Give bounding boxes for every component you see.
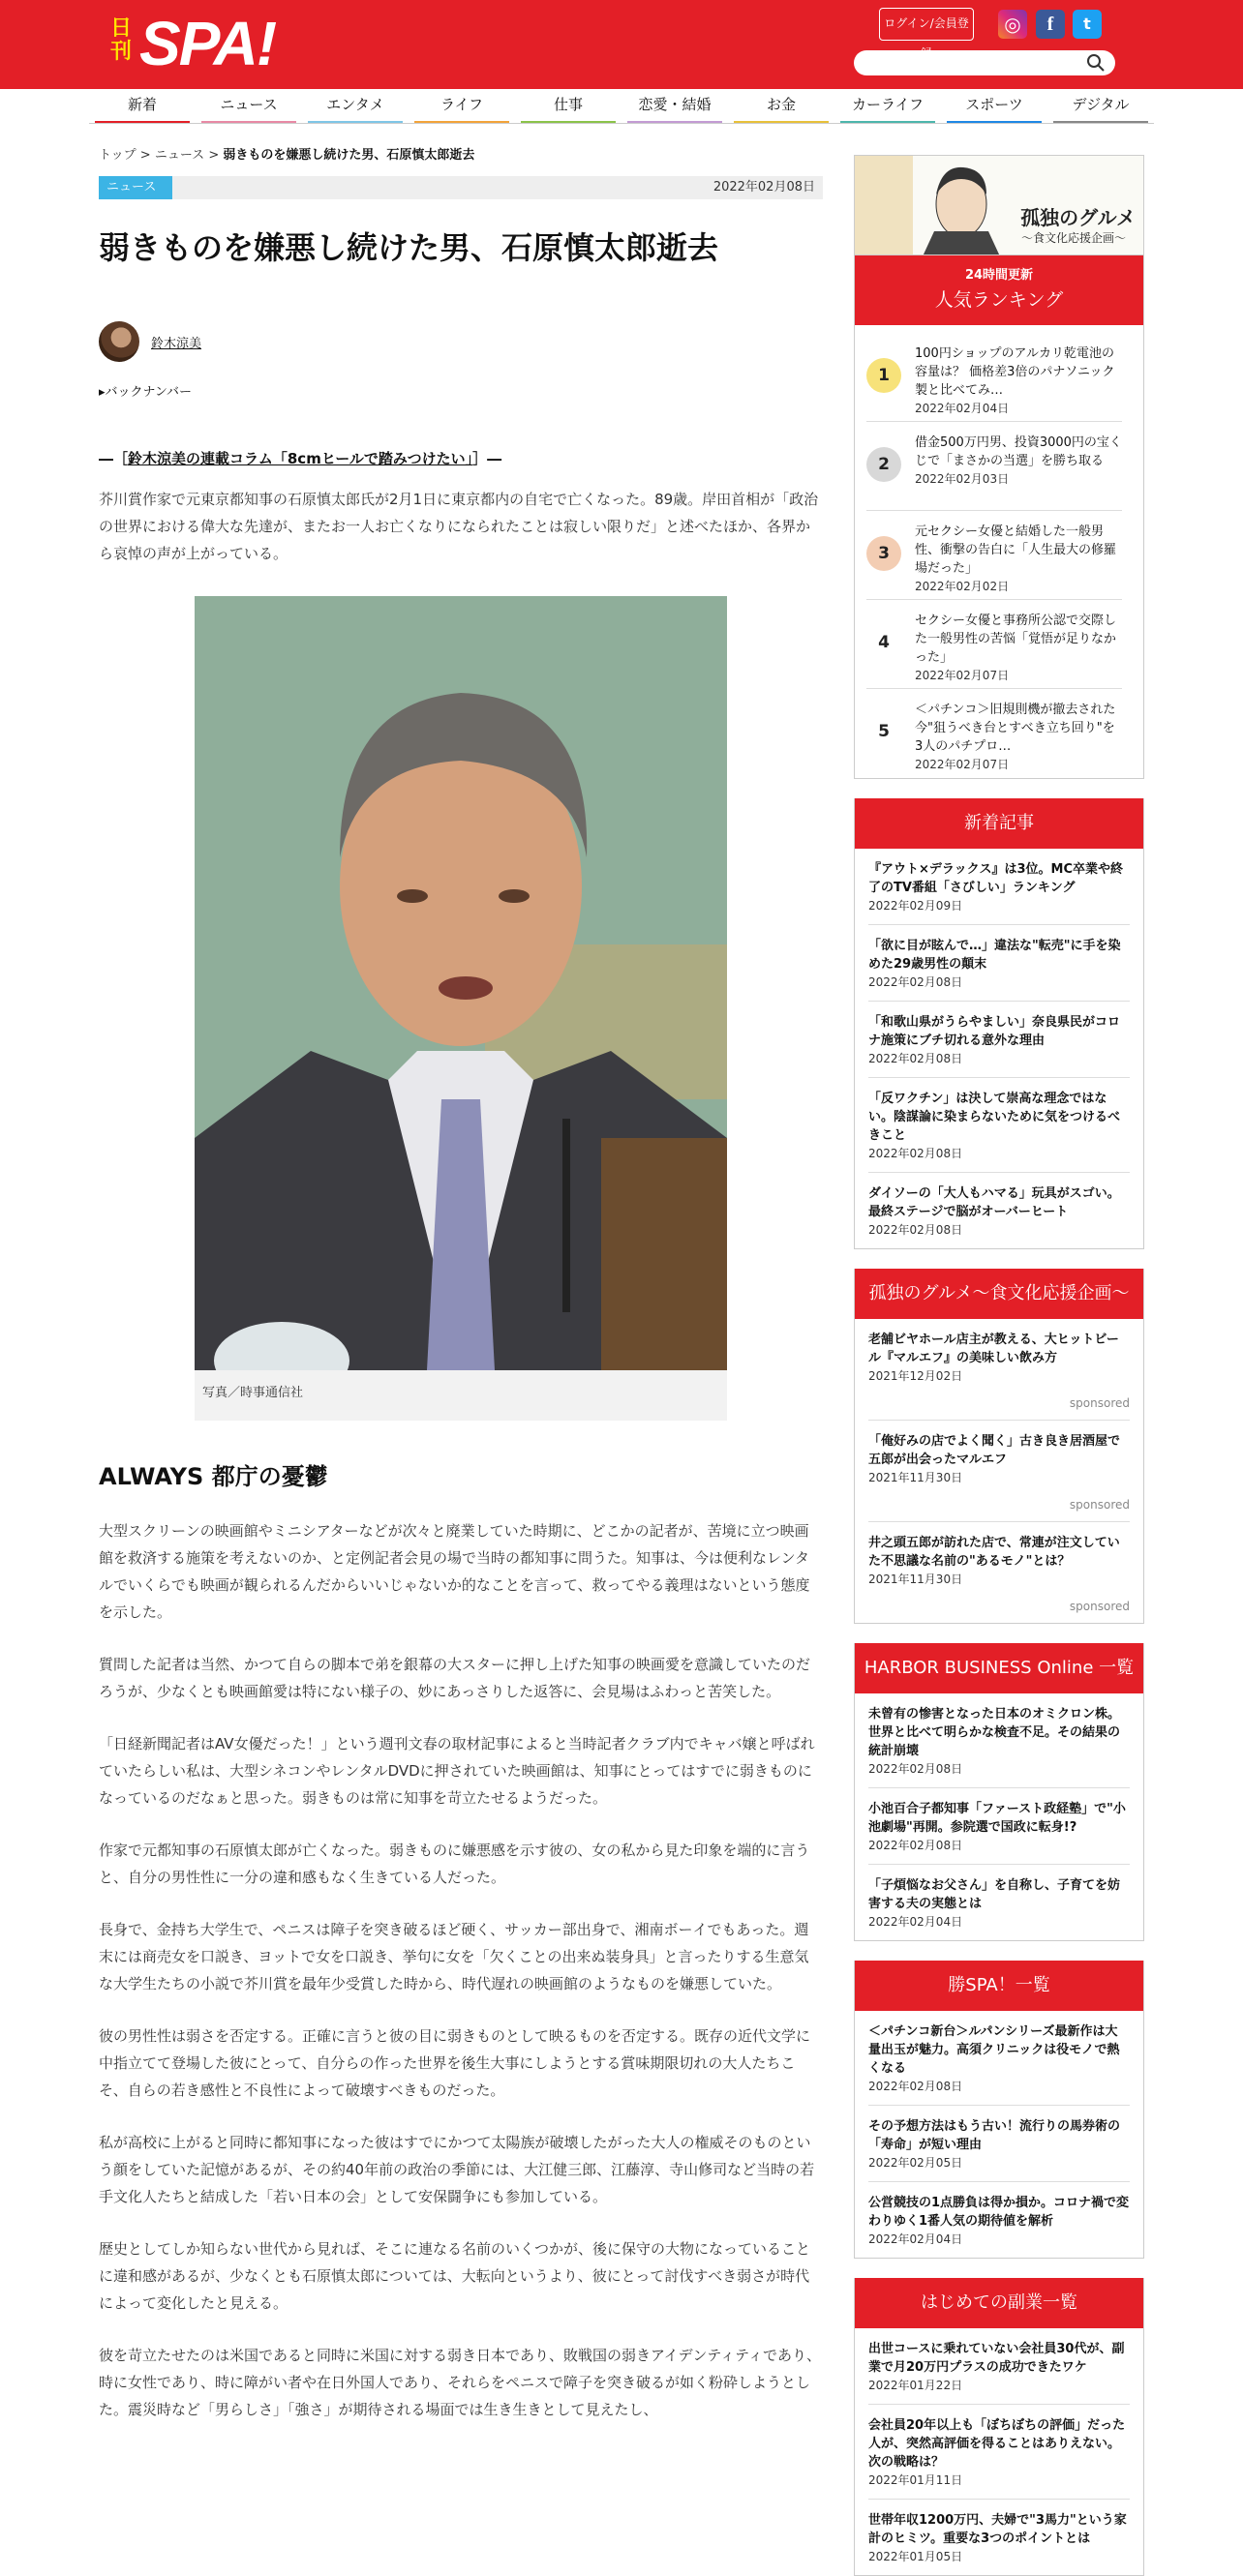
nav-item-label: ニュース: [220, 96, 278, 113]
fukugyo-article-item-date: 2022年01月11日: [868, 2473, 963, 2487]
gourmet-article-item[interactable]: [868, 1421, 1130, 1522]
nav-item[interactable]: [515, 89, 622, 124]
ranking-title: [915, 344, 1122, 418]
fukugyo-article-item[interactable]: [868, 2500, 1130, 2575]
new-articles-header: 新着記事: [855, 798, 1143, 849]
harbor-article-item[interactable]: [868, 1693, 1130, 1788]
new-article-item-title: 『アウト×デラックス』は3位。MC卒業や終了のTV番組「さびしい」ランキング: [868, 862, 1124, 895]
nav-item[interactable]: [196, 89, 302, 124]
ranking-item[interactable]: [866, 689, 1122, 778]
breadcrumb-sep: >: [208, 148, 220, 163]
harbor-article-item[interactable]: [868, 1865, 1130, 1940]
nav-item-label: スポーツ: [965, 96, 1023, 113]
katsu-article-item-date: 2022年02月05日: [868, 2156, 963, 2170]
sponsored-label: sponsored: [1069, 1498, 1130, 1512]
logo-main: SPA!: [139, 9, 276, 78]
twitter-icon[interactable]: t: [1073, 10, 1102, 39]
series-prefix: ―［: [99, 450, 129, 467]
katsu-article-item-title: その予想方法はもう古い！流行りの馬券術の「寿命」が短い理由: [868, 2119, 1121, 2152]
article-paragraph: 長身で、金持ち大学生で、ペニスは障子を突き破るほど硬く、サッカー部出身で、湘南ボーイでもあった。週末には商売女を口説き、ヨットで女を口説き、挙句に女を「欠くことの出来ぬ装身具」と言ったりする生意気な大学生たちの小説で芥川賞を最年少受賞した時から、時代遅れの映画館のようなものを嫌悪していた。: [99, 1921, 809, 1992]
ranking-item-date: 2022年02月03日: [915, 472, 1010, 486]
nav-item[interactable]: [622, 89, 728, 124]
katsu-article-item-title: ＜パチンコ新台＞ルパンシリーズ最新作は大量出玉が魅力。高須クリニックは役モノで熱くなる: [868, 2024, 1120, 2076]
fukugyo-article-item[interactable]: [868, 2328, 1130, 2405]
breadcrumb-sep: >: [139, 148, 151, 163]
article-paragraph: 歴史としてしか知らない世代から見れば、そこに連なる名前のいくつかが、後に保守の大物になっていることに違和感があるが、少なくとも石原慎太郎については、大転向というより、彼にとって討伐すべき弱さが時代によって変化したと見える。: [99, 2240, 811, 2312]
ranking-item-title: 借金500万円男、投資3000円の宝くじで「まさかの当選」を勝ち取る: [915, 435, 1122, 468]
fukugyo-box: [854, 2278, 1144, 2576]
article-paragraph: 彼の男性性は弱さを否定する。正確に言うと彼の目に弱きものとして映るものを否定する。既存の近代文学に中指立てて登場した彼にとって、自分らの作った世界を後生大事にしようとする賞味期限切れの大人たちこそ、自らの若き感性と不良性によって破壊すべきものだった。: [99, 2027, 811, 2099]
harbor-box: [854, 1643, 1144, 1941]
nav-item[interactable]: [409, 89, 515, 124]
new-article-item-title: 「欲に目が眩んで…」違法な"転売"に手を染めた29歳男性の顛末: [868, 939, 1121, 972]
harbor-article-item-date: 2022年02月08日: [868, 1762, 963, 1776]
nav-item-label: お金: [766, 96, 796, 113]
ranking-number: 5: [866, 714, 901, 749]
article-paragraph: 質問した記者は当然、かつて自らの脚本で弟を銀幕の大スターに押し上げた知事の映画愛を意識していたのだろうが、少なくとも映画館愛は特にない様子の、妙にあっさりした返答に、会見場はふわっと苦笑した。: [99, 1656, 811, 1700]
photo-image: [195, 596, 727, 1370]
ranking-item-title: セクシー女優と事務所公認で交際した一般男性の苦悩「覚悟が足りなかった」: [915, 614, 1117, 665]
article-body: [99, 1517, 823, 2423]
ranking-header: [855, 255, 1143, 325]
instagram-icon[interactable]: ◎: [998, 10, 1027, 39]
gourmet-article-item[interactable]: [868, 1319, 1130, 1421]
search-icon[interactable]: [1086, 53, 1106, 73]
fukugyo-article-item-title: 出世コースに乗れていない会社員30代が、副業で月20万円プラスの成功できたワケ: [868, 2342, 1125, 2375]
ranking-item[interactable]: [866, 422, 1122, 511]
ranking-number: 2: [866, 447, 901, 482]
katsu-article-item[interactable]: [868, 2106, 1130, 2182]
ranking-item-title: 元セクシー女優と結婚した一般男性、衝撃の告白に「人生最大の修羅場だった」: [915, 524, 1117, 576]
backnumber-link[interactable]: ▸バックナンバー: [99, 385, 192, 400]
harbor-article-item-title: 小池百合子都知事「ファースト政経塾」で"小池劇場"再開。参院選で国政に転身!?: [868, 1802, 1126, 1835]
article-paragraph: 作家で元都知事の石原慎太郎が亡くなった。弱きものに嫌悪感を示す彼の、女の私から見た印象を端的に言うと、自分の男性性に一分の違和感もなく生きている人だった。: [99, 1842, 810, 1886]
new-article-item[interactable]: [868, 925, 1130, 1002]
nav-item[interactable]: [1047, 89, 1154, 124]
nav-item-label: 恋愛・結婚: [638, 96, 712, 113]
ranking-item-date: 2022年02月07日: [915, 758, 1010, 771]
new-article-item-title: ダイソーの「大人もハマる」玩具がスゴい。最終ステージで脳がオーバーヒート: [868, 1186, 1120, 1219]
search-input[interactable]: [854, 50, 1115, 75]
series-line: [99, 448, 823, 468]
article-lead: 芥川賞作家で元東京都知事の石原慎太郎氏が2月1日に東京都内の自宅で亡くなった。89歳。岸田首相が「政治の世界における偉大な先達が、またお一人お亡くなりになられたことは寂しい限りだ」と述べたほか、各界から哀悼の声が上がっている。: [99, 491, 819, 562]
nav-item[interactable]: [834, 89, 941, 124]
article-photo: [195, 596, 727, 1421]
nav-item-label: エンタメ: [326, 96, 384, 113]
sponsored-label: sponsored: [1069, 1396, 1130, 1410]
fukugyo-article-item[interactable]: [868, 2405, 1130, 2500]
ranking-item-date: 2022年02月02日: [915, 580, 1010, 593]
global-nav: [89, 89, 1154, 124]
gourmet-article-item[interactable]: [868, 1522, 1130, 1623]
series-suffix: ］―: [472, 450, 502, 467]
gourmet-box: [854, 1269, 1144, 1624]
ranking-item-title: ＜パチンコ＞旧規則機が撤去された今"狙うべき台とすべき立ち回り"を3人のパチプロ…: [915, 703, 1116, 754]
new-articles-box: [854, 798, 1144, 1249]
article-paragraph: 「日経新聞記者はAV女優だった！」という週刊文春の取材記事によると当時記者クラブ内でキャバ嬢と呼ばれていたらしい私は、大型シネコンやレンタルDVDに押されていた映画館は、知事にとってはすでに弱きものになっているのだなぁと思った。弱きものは常に知事を苛立たせるようだった。: [99, 1735, 815, 1807]
new-article-item-title: 「反ワクチン」は決して崇高な理念ではない。陰謀論に染まらないために気をつけるべきこと: [868, 1092, 1121, 1143]
series-link[interactable]: 鈴木涼美の連載コラム「8cmヒールで踏みつけたい」: [128, 450, 473, 467]
gourmet-list: [855, 1319, 1143, 1623]
new-article-item-date: 2022年02月08日: [868, 1147, 963, 1160]
banner-subtitle: ～食文化応援企画～: [1020, 231, 1126, 245]
harbor-article-item[interactable]: [868, 1788, 1130, 1865]
ranking-update-label: 24時間更新: [964, 268, 1034, 283]
harbor-article-item-date: 2022年02月04日: [868, 1915, 963, 1929]
katsu-article-item[interactable]: [868, 2011, 1130, 2106]
ranking-title: [915, 434, 1122, 489]
ranking-item[interactable]: [866, 600, 1122, 689]
breadcrumb-top[interactable]: トップ: [99, 148, 136, 163]
new-article-item[interactable]: [868, 1173, 1130, 1248]
breadcrumb-news[interactable]: ニュース: [154, 148, 205, 163]
gourmet-banner[interactable]: [854, 155, 1144, 255]
gourmet-article-item-date: 2021年11月30日: [868, 1471, 963, 1484]
katsu-list: [855, 2011, 1143, 2258]
nav-item[interactable]: [89, 89, 196, 124]
article-main: [99, 145, 823, 2423]
katsu-article-item[interactable]: [868, 2182, 1130, 2258]
katsu-article-item-date: 2022年02月08日: [868, 2080, 963, 2093]
fukugyo-article-item-date: 2022年01月22日: [868, 2379, 963, 2392]
new-article-item-date: 2022年02月09日: [868, 899, 963, 913]
gourmet-article-item-title: 老舗ビヤホール店主が教える、大ヒットビール『マルエフ』の美味しい飲み方: [868, 1333, 1119, 1365]
nav-item-label: カーライフ: [851, 96, 925, 113]
fukugyo-article-item-date: 2022年01月05日: [868, 2550, 963, 2563]
ranking-item-date: 2022年02月07日: [915, 669, 1010, 682]
author-block: [99, 321, 823, 362]
nav-item-label: デジタル: [1072, 96, 1130, 113]
harbor-article-item-title: 未曾有の惨害となった日本のオミクロン株。世界と比べて明らかな検査不足。その結果の統計崩壊: [868, 1707, 1121, 1758]
new-article-item-date: 2022年02月08日: [868, 1052, 963, 1065]
new-article-item-title: 「和歌山県がうらやましい」奈良県民がコロナ施策にブチ切れる意外な理由: [868, 1015, 1121, 1048]
author-name[interactable]: 鈴木涼美: [151, 337, 202, 351]
ranking-list: [855, 325, 1143, 778]
harbor-list: [855, 1693, 1143, 1940]
category-bar: [99, 176, 823, 199]
harbor-article-item-title: 「子煩悩なお父さん」を自称し、子育てを妨害する夫の実態とは: [868, 1878, 1121, 1911]
ranking-item[interactable]: [866, 511, 1122, 600]
site-header: [0, 0, 1243, 89]
fukugyo-article-item-title: 世帯年収1200万円、夫婦で"3馬力"という家計のヒミツ。重要な3つのポイントとは: [868, 2513, 1127, 2546]
sponsored-label: sponsored: [1069, 1600, 1130, 1613]
ranking-item-title: 100円ショップのアルカリ乾電池の容量は？ 価格差3倍のパナソニック製と比べてみ…: [915, 346, 1115, 398]
ranking-item[interactable]: [866, 333, 1122, 422]
gourmet-header: 孤独のグルメ～食文化応援企画～: [855, 1269, 1143, 1319]
nav-item[interactable]: [302, 89, 409, 124]
ranking-title: [915, 523, 1122, 596]
new-articles-list: [855, 849, 1143, 1248]
gourmet-article-item-date: 2021年11月30日: [868, 1573, 963, 1586]
article-paragraph: 私が高校に上がると同時に都知事になった彼はすでにかつて太陽族が破壊したがった大人の権威そのものという顔をしていた記憶があるが、その約40年前の政治の季節には、大江健三郎、江藤淳、寺山修司など当時の若手文化人たちと結成した「若い日本の会」として安保闘争にも参加している。: [99, 2134, 815, 2205]
nav-divider: [89, 123, 1154, 124]
ranking-title: 人気ランキング: [934, 289, 1064, 311]
nav-item-label: 新着: [127, 96, 157, 113]
fukugyo-list: [855, 2328, 1143, 2575]
katsu-article-item-date: 2022年02月04日: [868, 2232, 963, 2246]
facebook-icon[interactable]: f: [1036, 10, 1065, 39]
nav-item-label: 仕事: [553, 96, 583, 113]
gourmet-article-item-title: 井之頭五郎が訪れた店で、常連が注文していた不思議な名前の"あるモノ"とは？: [868, 1536, 1120, 1569]
nav-item-label: ライフ: [440, 96, 484, 113]
author-avatar[interactable]: [99, 321, 139, 362]
gourmet-article-item-title: 「俺好みの店でよく聞く」古き良き居酒屋で五郎が出会ったマルエフ: [868, 1434, 1121, 1467]
ranking-title: [915, 701, 1122, 774]
article-paragraph: 彼を苛立たせたのは米国であると同時に米国に対する弱き日本であり、敗戦国の弱きアイデンティティであり、時に女性であり、時に障がい者や在日外国人であり、それらをペニスで障子を突き破るが如く粉砕しようとした。震災時など「男らしさ」「強さ」が期待される場面では生き生きとして見えたし、: [99, 2347, 821, 2418]
nav-item[interactable]: [728, 89, 834, 124]
login-button[interactable]: ログイン/会員登: [879, 8, 974, 41]
category-badge[interactable]: ニュース: [99, 176, 172, 199]
gourmet-article-item-date: 2021年12月02日: [868, 1369, 963, 1383]
new-article-item-date: 2022年02月08日: [868, 1223, 963, 1237]
ranking-item-date: 2022年02月04日: [915, 402, 1010, 415]
katsu-box: [854, 1961, 1144, 2259]
breadcrumb: [99, 145, 823, 166]
katsu-article-item-title: 公営競技の1点勝負は得か損か。コロナ禍で変わりゆく1番人気の期待値を解析: [868, 2196, 1130, 2229]
article-paragraph: 大型スクリーンの映画館やミニシアターなどが次々と廃業していた時期に、どこかの記者が、苦境に立つ映画館を救済する施策を考えないのか、と定例記者会見の場で当時の都知事に問うた。知事は、今は便利なレンタルでいくらでも映画が観られるんだからいいじゃないか的なことを言って、救ってやる義理はないという態度を示した。: [99, 1522, 810, 1621]
new-article-item[interactable]: [868, 849, 1130, 925]
breadcrumb-current: 弱きものを嫌悪し続けた男、石原慎太郎逝去: [223, 148, 475, 163]
katsu-header: 勝SPA！一覧: [855, 1961, 1143, 2011]
site-logo[interactable]: [106, 9, 281, 78]
ranking-number: 1: [866, 358, 901, 393]
fukugyo-article-item-title: 会社員20年以上も「ぼちぼちの評価」だった人が、突然高評価を得ることはありえない。次の戦略は？: [868, 2418, 1126, 2470]
new-article-item-date: 2022年02月08日: [868, 975, 963, 989]
banner-title: 孤独のグルメ: [1020, 206, 1136, 229]
ranking-box: [854, 255, 1144, 779]
article-subheading: ALWAYS 都庁の憂鬱: [99, 1463, 328, 1490]
harbor-header: HARBOR BUSINESS Online 一覧: [855, 1643, 1143, 1693]
logo-jp: 日刊: [109, 16, 132, 64]
new-article-item[interactable]: [868, 1002, 1130, 1078]
fukugyo-header: はじめての副業一覧: [855, 2278, 1143, 2328]
nav-item[interactable]: [941, 89, 1047, 124]
ranking-title: [915, 612, 1122, 685]
article-date: 2022年02月08日: [712, 180, 815, 195]
harbor-article-item-date: 2022年02月08日: [868, 1839, 963, 1852]
new-article-item[interactable]: [868, 1078, 1130, 1173]
photo-caption: 写真／時事通信社: [202, 1386, 304, 1400]
sidebar: [854, 155, 1144, 2576]
ranking-number: 4: [866, 625, 901, 660]
ranking-number: 3: [866, 536, 901, 571]
article-title: 弱きものを嫌悪し続けた男、石原慎太郎逝去: [99, 229, 719, 266]
